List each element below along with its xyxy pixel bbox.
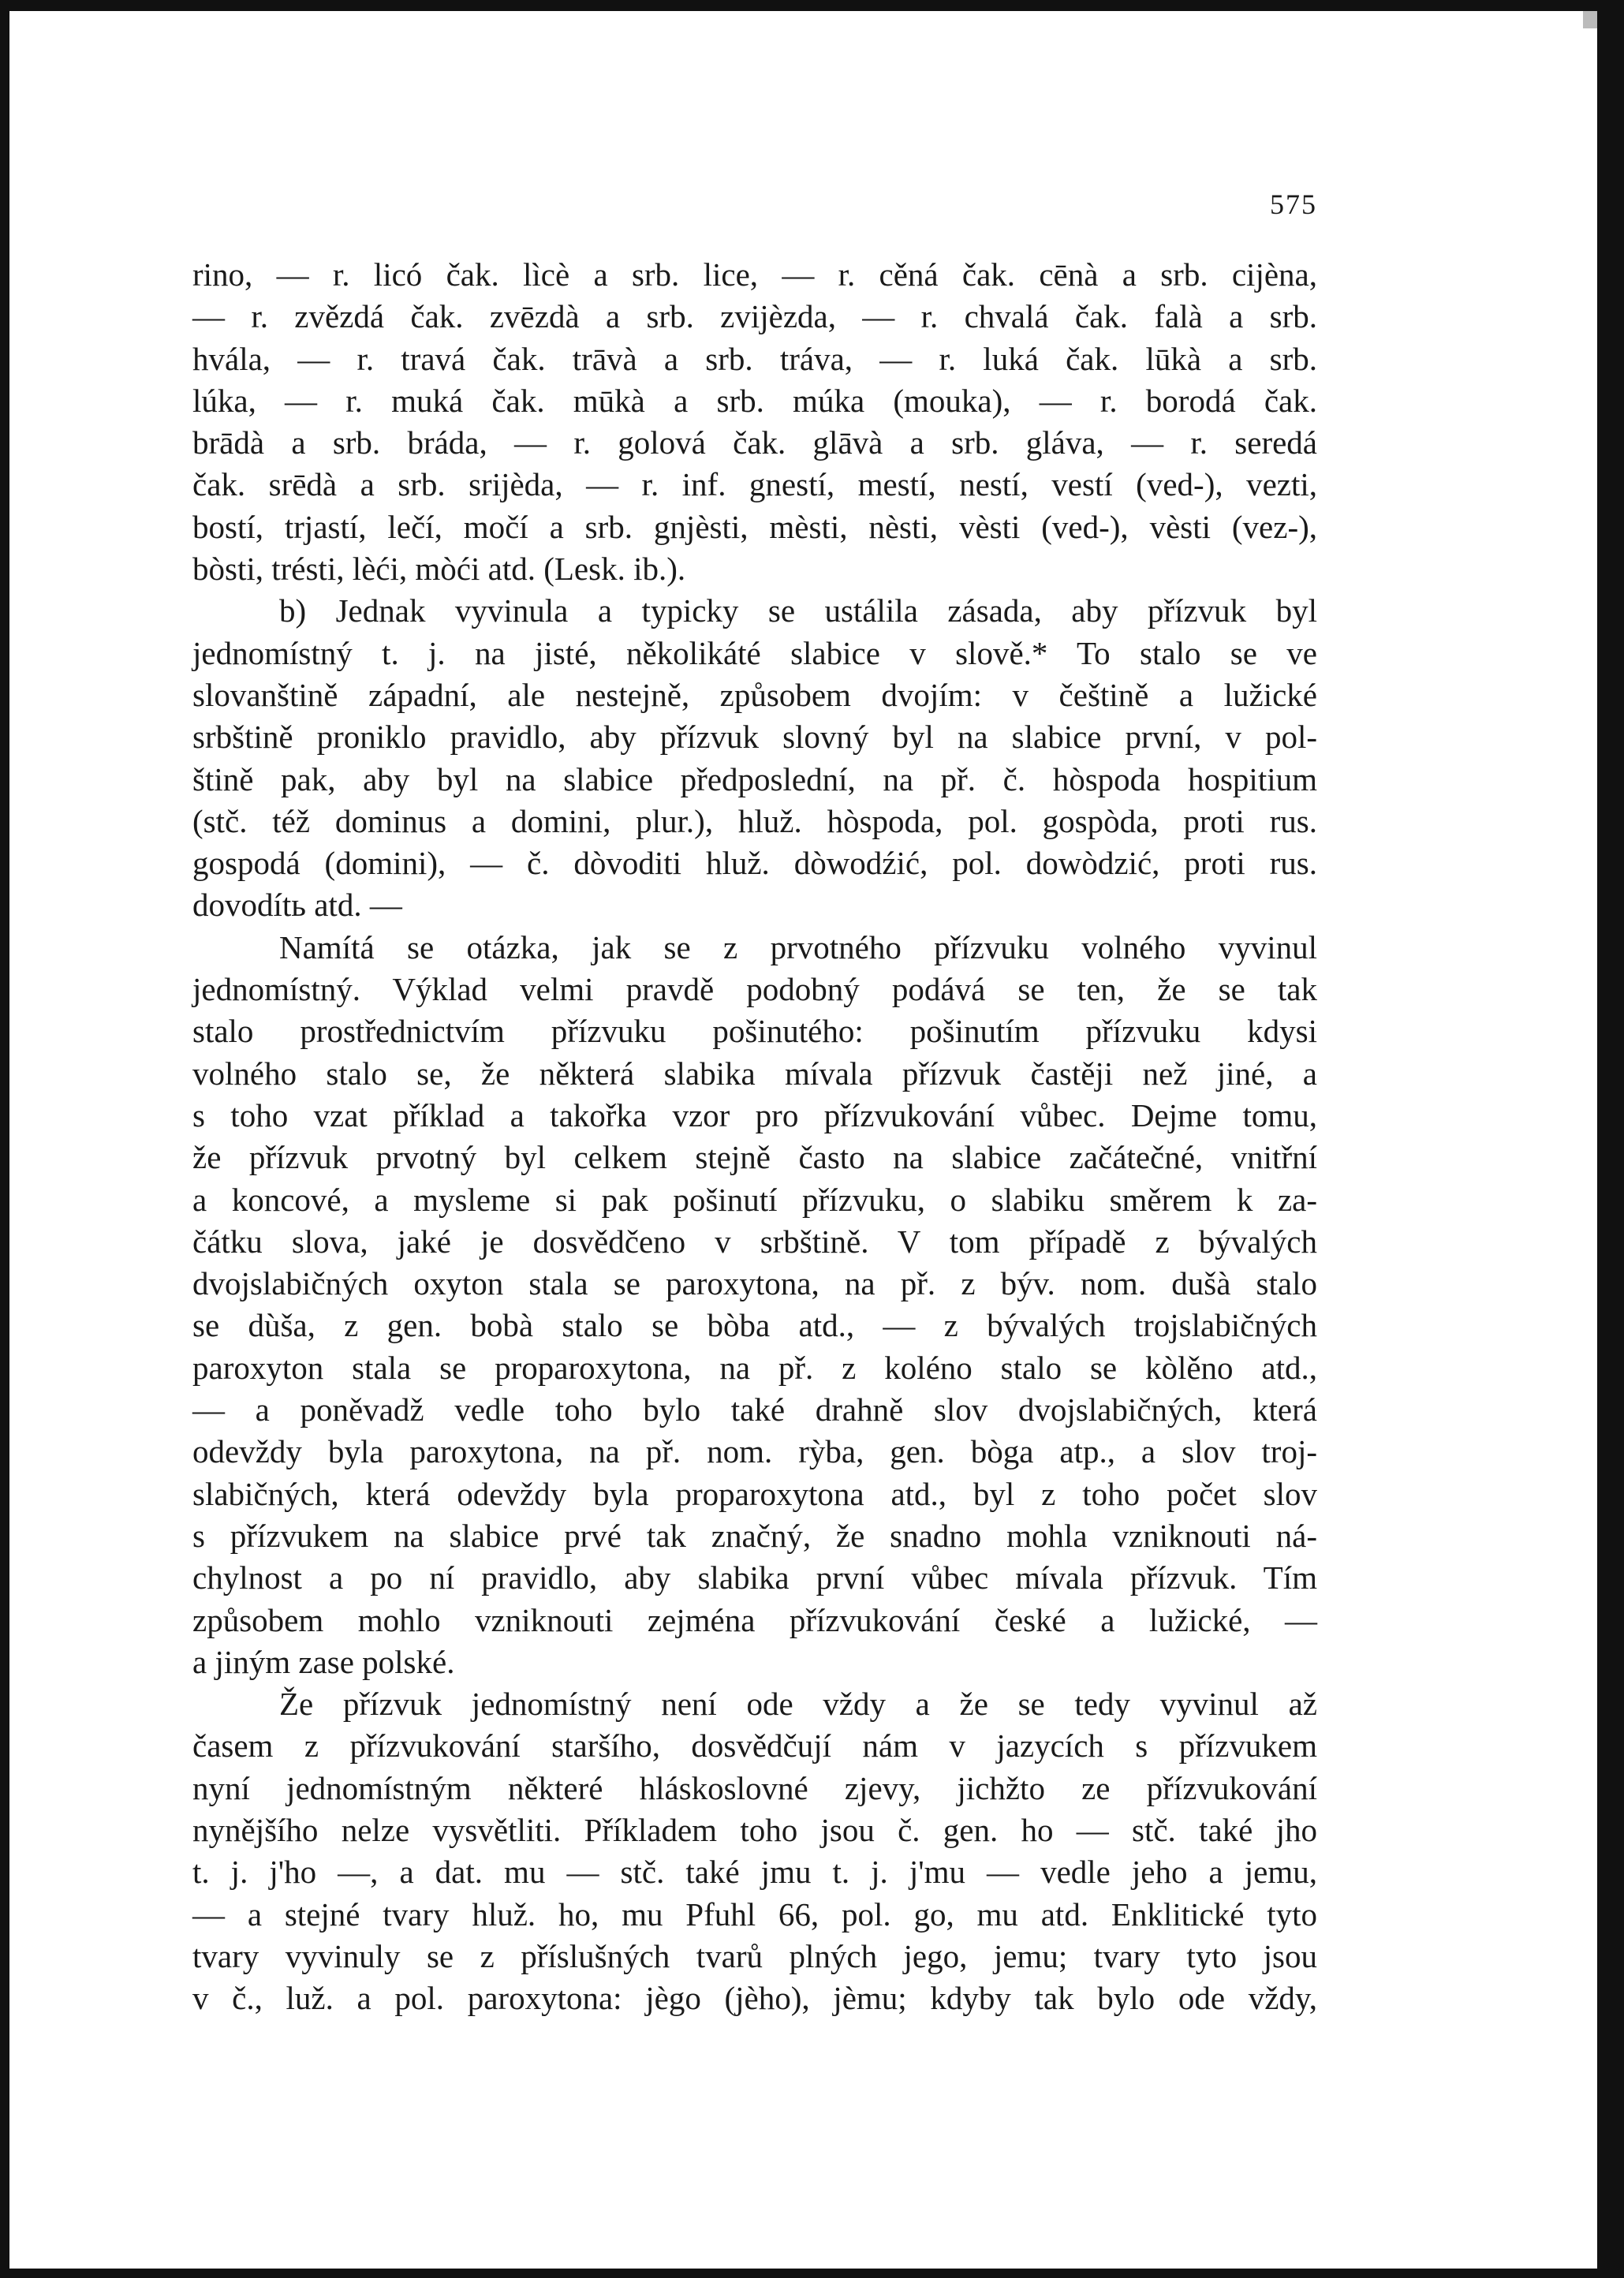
text-line: lúka, — r. muká čak. mūkà a srb. múka (mouka), — r. borodá čak. <box>192 382 1317 419</box>
text-line: — a poněvadž vedle toho bylo také drahně slov dvojslabičných, která <box>192 1391 1317 1428</box>
scan-corner-mark <box>1583 11 1597 28</box>
text-line: čátku slova, jaké je dosvědčeno v srbštině. V tom případě z bývalých <box>192 1223 1317 1260</box>
paragraph-examples <box>192 254 1317 590</box>
text-line: nyní jednomístným některé hláskoslovné zjevy, jichžto ze přízvukování <box>192 1769 1317 1806</box>
text-line: že přízvuk prvotný byl celkem stejně často na slabice začátečné, vnitřní <box>192 1139 1317 1176</box>
text-line: — a stejné tvary hluž. ho, mu Pfuhl 66, pol. go, mu atd. Enklitické tyto <box>192 1895 1317 1933</box>
text-line: čak. srēdà a srb. srijèda, — r. inf. gnestí, mestí, nestí, vestí (ved-), vezti, <box>192 466 1317 503</box>
text-line: slabičných, která odevždy byla proparoxytona atd., byl z toho počet slov <box>192 1475 1317 1512</box>
text-line: Namítá se otázka, jak se z prvotného přízvuku volného vyvinul <box>279 928 1317 965</box>
text-line: dovodítь atd. — <box>192 887 402 924</box>
text-line: časem z přízvukování staršího, dosvědčují nám v jazycích s přízvukem <box>192 1727 1317 1765</box>
text-line: rino, — r. licó čak. lìcè a srb. lice, — r. cěná čak. cēnà a srb. cijèna, <box>192 256 1317 293</box>
paragraph-namita <box>192 927 1317 1683</box>
scan-border-bottom <box>0 2269 1624 2278</box>
text-line: gospodá (domini), — č. dòvoditi hluž. dòwodźić, pol. dowòdzić, proti rus. <box>192 845 1317 882</box>
text-line: odevždy byla paroxytona, na př. nom. rỳba, gen. bòga atp., a slov troj- <box>192 1433 1317 1470</box>
text-line: s toho vzat příklad a takořka vzor pro přízvukování vůbec. Dejme tomu, <box>192 1096 1317 1133</box>
text-line: hvála, — r. travá čak. trāvà a srb. tráva, — r. luká čak. lūkà a srb. <box>192 340 1317 377</box>
text-line: tvary vyvinuly se z příslušných tvarů plných jego, jemu; tvary tyto jsou <box>192 1937 1317 1974</box>
text-line: (stč. též dominus a domini, plur.), hluž. hòspoda, pol. gospòda, proti rus. <box>192 802 1317 839</box>
text-line: bòsti, trésti, lèći, mòći atd. (Lesk. ib.). <box>192 551 686 588</box>
text-line: volného stalo se, že některá slabika mívala přízvuk častěji než jiné, a <box>192 1055 1317 1092</box>
text-line: Že přízvuk jednomístný není ode vždy a že se tedy vyvinul až <box>279 1686 1317 1723</box>
text-line: a jiným zase polské. <box>192 1643 455 1680</box>
scan-border-left <box>0 0 9 2278</box>
paragraph-ze <box>192 1683 1317 2019</box>
text-line: se dùša, z gen. bobà stalo se bòba atd., — z bývalých trojslabičných <box>192 1307 1317 1344</box>
scan-border-right <box>1597 0 1624 2278</box>
text-line: s přízvukem na slabice prvé tak značný, že snadno mohla vzniknouti ná- <box>192 1517 1317 1554</box>
text-line: srbštině proniklo pravidlo, aby přízvuk slovný byl na slabice první, v pol- <box>192 719 1317 756</box>
text-line: štině pak, aby byl na slabice předposlední, na př. č. hòspoda hospitium <box>192 760 1317 797</box>
text-line: nynějšího nelze vysvětliti. Příkladem toho jsou č. gen. ho — stč. také jho <box>192 1811 1317 1848</box>
scan-border-top <box>0 0 1624 11</box>
text-line: chylnost a po ní pravidlo, aby slabika první vůbec mívala přízvuk. Tím <box>192 1559 1317 1596</box>
text-line: — r. zvězdá čak. zvēzdà a srb. zvijèzda, — r. chvalá čak. falà a srb. <box>192 298 1317 335</box>
text-line: jednomístný. Výklad velmi pravdě podobný podává se ten, že se tak <box>192 971 1317 1008</box>
text-line: a koncové, a mysleme si pak pošinutí přízvuku, o slabiku směrem k za- <box>192 1181 1317 1218</box>
text-line: dvojslabičných oxyton stala se paroxytona, na př. z býv. nom. dušà stalo <box>192 1265 1317 1302</box>
text-line: stalo prostřednictvím přízvuku pošinutého: pošinutím přízvuku kdysi <box>192 1013 1317 1050</box>
page-number: 575 <box>1270 189 1317 220</box>
paragraph-b <box>192 590 1317 926</box>
text-line: jednomístný t. j. na jisté, několikáté slabice v slově.* To stalo se ve <box>192 634 1317 671</box>
text-line: způsobem mohlo vzniknouti zejména přízvukování české a lužické, — <box>192 1601 1317 1638</box>
text-line: t. j. j'ho —, a dat. mu — stč. také jmu t. j. j'mu — vedle jeho a jemu, <box>192 1854 1317 1891</box>
text-body <box>192 254 1317 2019</box>
text-line: bostí, trjastí, lečí, močí a srb. gnjèsti, mèsti, nèsti, vèsti (ved-), vèsti (vez-), <box>192 508 1317 545</box>
text-line: slovanštině západní, ale nestejně, způsobem dvojím: v češtině a lužické <box>192 676 1317 713</box>
text-line: paroxyton stala se proparoxytona, na př. z koléno stalo se kòlěno atd., <box>192 1349 1317 1386</box>
text-line: v č., luž. a pol. paroxytona: jègo (jèho), jèmu; kdyby tak bylo ode vždy, <box>192 1980 1317 2017</box>
text-line: brādà a srb. bráda, — r. golová čak. glāvà a srb. gláva, — r. seredá <box>192 424 1317 461</box>
text-line: b) Jednak vyvinula a typicky se ustálila zásada, aby přízvuk byl <box>279 592 1317 629</box>
